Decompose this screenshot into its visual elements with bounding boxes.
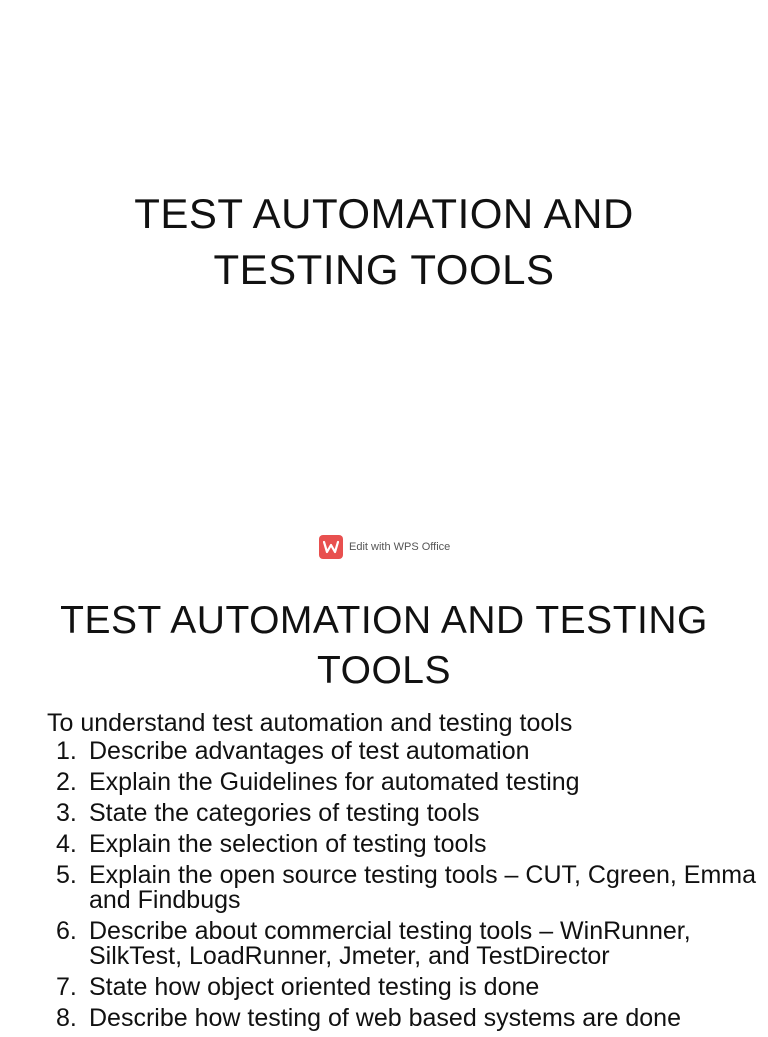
item-text: Explain the open source testing tools – CUT, Cgreen, Emma and Findbugs bbox=[89, 861, 757, 914]
list-item bbox=[56, 832, 756, 857]
item-number: 4. bbox=[56, 830, 77, 858]
item-text: Describe advantages of test automation bbox=[89, 737, 530, 765]
section-title bbox=[0, 596, 768, 696]
item-number: 1. bbox=[56, 737, 77, 765]
list-item bbox=[56, 975, 756, 1000]
item-number: 2. bbox=[56, 768, 77, 796]
wps-edit-badge[interactable] bbox=[319, 535, 450, 559]
objectives-list bbox=[56, 739, 756, 1037]
slide-title bbox=[0, 186, 768, 298]
item-number: 3. bbox=[56, 799, 77, 827]
list-item bbox=[56, 801, 756, 826]
item-number: 8. bbox=[56, 1004, 77, 1032]
list-item bbox=[56, 863, 756, 913]
wps-edit-label: Edit with WPS Office bbox=[349, 541, 451, 553]
item-text: Explain the Guidelines for automated testing bbox=[89, 768, 580, 796]
slide-title-line-2: TESTING TOOLS bbox=[213, 246, 555, 293]
list-item bbox=[56, 739, 756, 764]
item-text: Describe how testing of web based systems are done bbox=[89, 1004, 681, 1032]
list-item bbox=[56, 919, 756, 969]
item-text: Describe about commercial testing tools – WinRunner, SilkTest, LoadRunner, Jmeter, and TestDirector bbox=[89, 917, 691, 970]
slide-title-line-1: TEST AUTOMATION AND bbox=[134, 190, 634, 237]
item-text: Explain the selection of testing tools bbox=[89, 830, 487, 858]
list-item bbox=[56, 770, 756, 795]
item-number: 6. bbox=[56, 917, 77, 945]
section-title-line-2: TOOLS bbox=[317, 649, 451, 692]
item-number: 5. bbox=[56, 861, 77, 889]
item-text: State how object oriented testing is done bbox=[89, 973, 540, 1001]
list-item bbox=[56, 1006, 756, 1031]
intro-text: To understand test automation and testing tools bbox=[47, 709, 573, 737]
item-text: State the categories of testing tools bbox=[89, 799, 480, 827]
section-title-line-1: TEST AUTOMATION AND TESTING bbox=[60, 599, 708, 642]
wps-office-logo-icon bbox=[319, 535, 343, 559]
item-number: 7. bbox=[56, 973, 77, 1001]
